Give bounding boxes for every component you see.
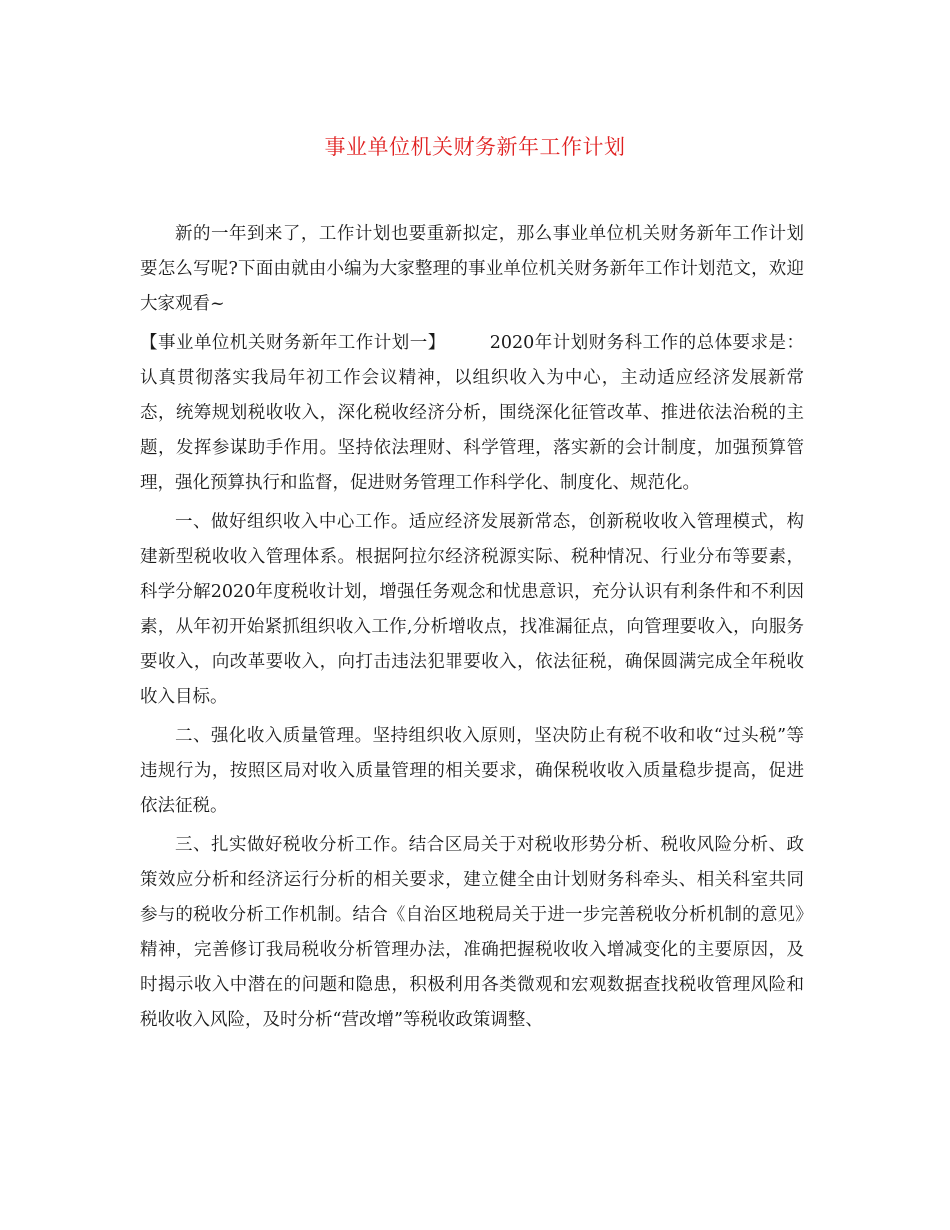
section-text: 2020年计划财务科工作的总体要求是：认真贯彻落实我局年初工作会议精神，以组织收入为中心，主动适应经济发展新常态，统筹规划税收收入，深化税收经济分析，围绕深化征管改革、推进依法治税的主题，发挥参谋助手作用。坚持依法理财、科学管理，落实新的会计制度，加强预算管理，强化预算执行和监督，促进财务管理工作科学化、制度化、规范化。 [140, 333, 804, 493]
intro-paragraph: 新的一年到来了，工作计划也要重新拟定，那么事业单位机关财务新年工作计划要怎么写呢?下面由就由小编为大家整理的事业单位机关财务新年工作计划范文，欢迎大家观看~ [140, 224, 804, 314]
body-paragraph-3: 三、扎实做好税收分析工作。结合区局关于对税收形势分析、税收风险分析、政策效应分析和经济运行分析的相关要求，建立健全由计划财务科牵头、相关科室共同参与的税收分析工作机制。结合《自治区地税局关于进一步完善税收分析机制的意见》精神，完善修订我局税收分析管理办法，准确把握税收收入增减变化的主要原因，及时揭示收入中潜在的问题和隐患，积极利用各类微观和宏观数据查找税收管理风险和税收收入风险，及时分析“营改增”等税收政策调整、 [140, 835, 804, 1030]
body-paragraph-1: 一、做好组织收入中心工作。适应经济发展新常态，创新税收收入管理模式，构建新型税收收入管理体系。根据阿拉尔经济税源实际、税种情况、行业分布等要素，科学分解2020年度税收计划，增强任务观念和忧患意识，充分认识有利条件和不利因素，从年初开始紧抓组织收入工作,分析增收点，找准漏征点，向管理要收入，向服务要收入，向改革要收入，向打击违法犯罪要收入，依法征税，确保圆满完成全年税收收入目标。 [140, 512, 804, 707]
section-one-paragraph [140, 326, 804, 501]
document-body [140, 217, 804, 1042]
document-title: 事业单位机关财务新年工作计划 [324, 135, 626, 159]
body-paragraph-2: 二、强化收入质量管理。坚持组织收入原则，坚决防止有税不收和收“过头税”等违规行为，按照区局对收入质量管理的相关要求，确保税收收入质量稳步提高，促进依法征税。 [140, 726, 804, 816]
section-label: 【事业单位机关财务新年工作计划一】 [140, 333, 446, 353]
